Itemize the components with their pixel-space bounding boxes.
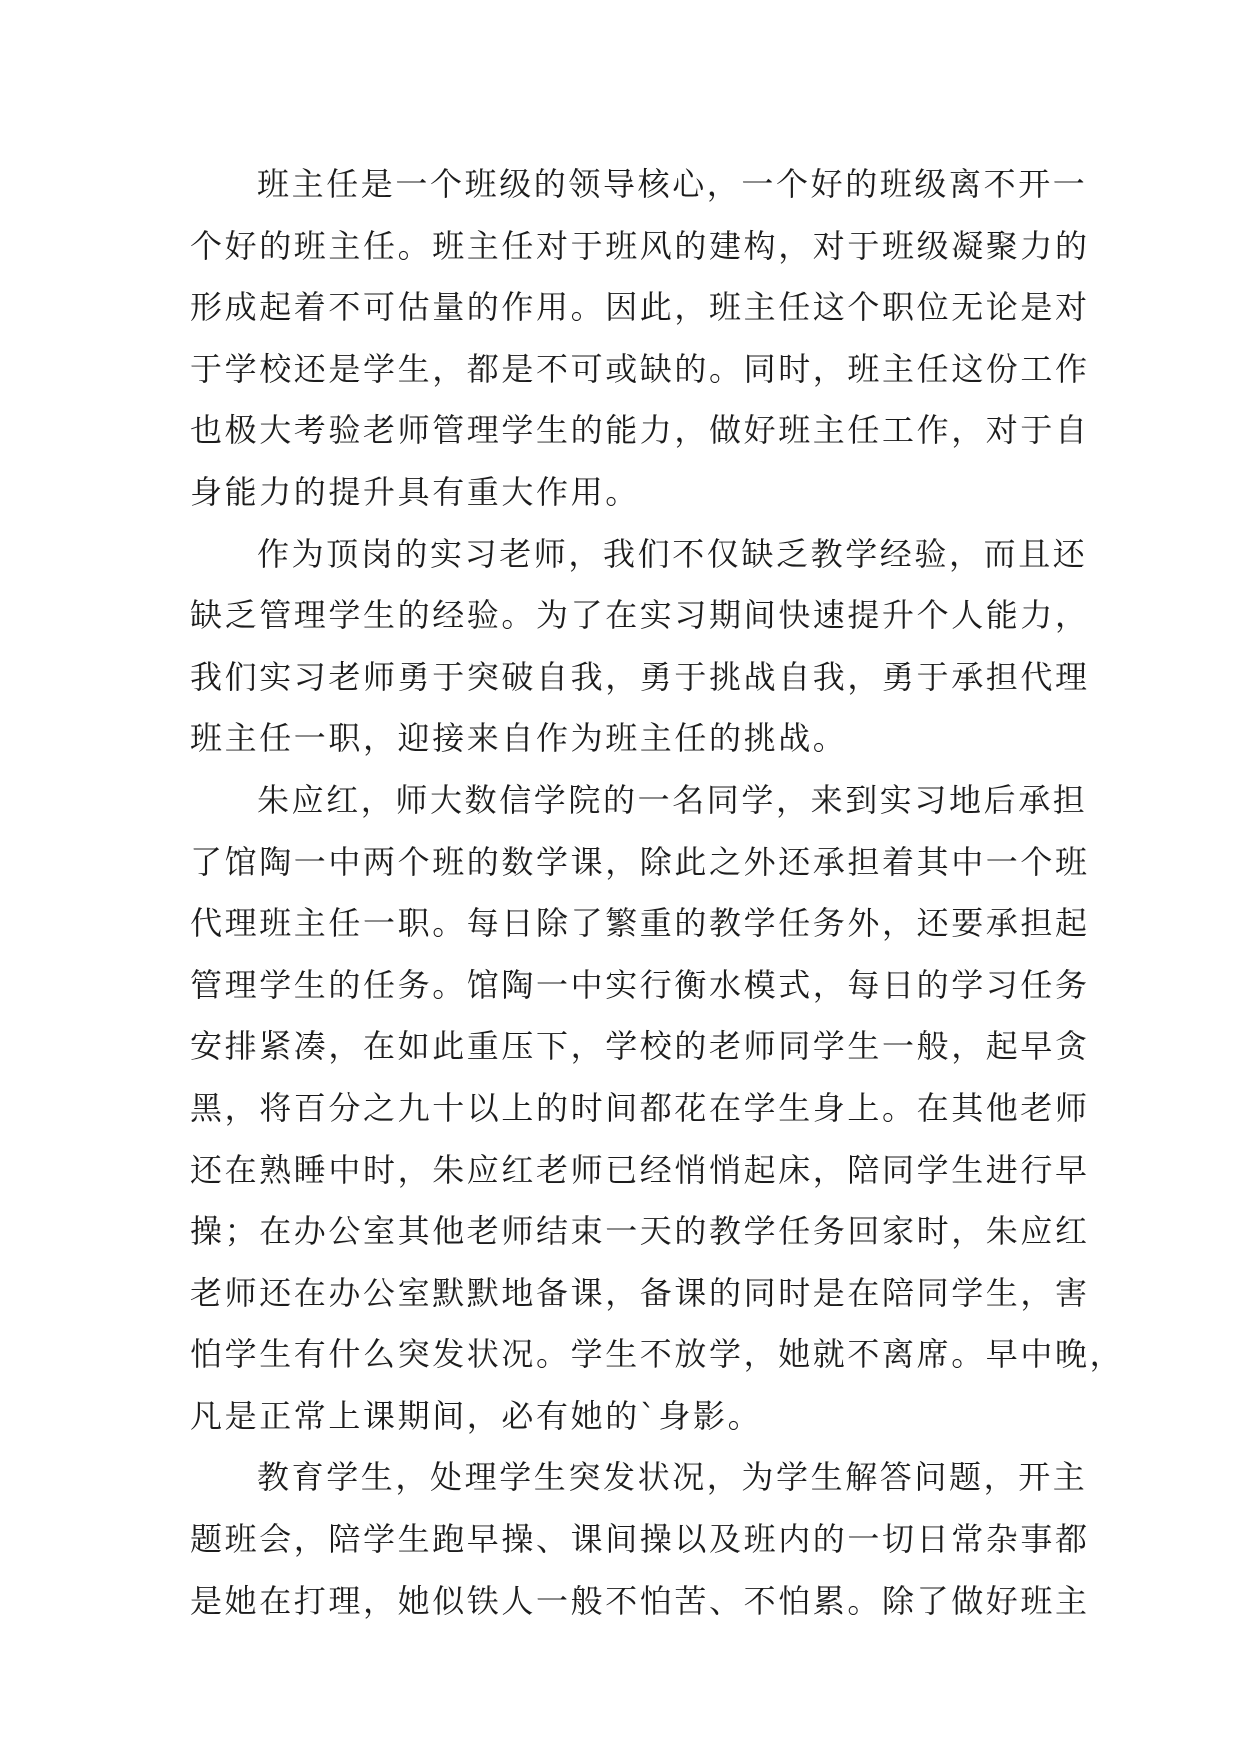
text-line: 老师还在办公室默默地备课，备课的同时是在陪同学生，害 xyxy=(190,1273,1090,1312)
text-line: 教育学生，处理学生突发状况，为学生解答问题，开主 xyxy=(257,1458,1088,1497)
text-line: 题班会，陪学生跑早操、课间操以及班内的一切日常杂事都 xyxy=(190,1520,1090,1559)
body-text xyxy=(190,154,1125,1632)
text-line: 了馆陶一中两个班的数学课，除此之外还承担着其中一个班 xyxy=(190,842,1090,881)
text-line: 缺乏管理学生的经验。为了在实习期间快速提升个人能力， xyxy=(190,596,1090,635)
text-line: 管理学生的任务。馆陶一中实行衡水模式，每日的学习任务 xyxy=(190,965,1090,1004)
text-line: 朱应红，师大数信学院的一名同学，来到实习地后承担 xyxy=(257,780,1088,819)
text-line: 我们实习老师勇于突破自我，勇于挑战自我，勇于承担代理 xyxy=(190,657,1090,696)
text-line: 也极大考验老师管理学生的能力，做好班主任工作，对于自 xyxy=(190,411,1090,450)
text-line: 安排紧凑，在如此重压下，学校的老师同学生一般，起早贪 xyxy=(190,1027,1090,1066)
text-line: 于学校还是学生，都是不可或缺的。同时，班主任这份工作 xyxy=(190,349,1090,388)
paragraph-1 xyxy=(190,154,1090,524)
paragraph-2 xyxy=(190,524,1090,770)
paragraph-3 xyxy=(190,770,1125,1448)
text-line: 凡是正常上课期间，必有她的`身影。 xyxy=(190,1396,763,1435)
text-line: 个好的班主任。班主任对于班风的建构，对于班级凝聚力的 xyxy=(190,226,1090,265)
text-line: 班主任一职，迎接来自作为班主任的挑战。 xyxy=(190,719,848,758)
text-line: 黑，将百分之九十以上的时间都花在学生身上。在其他老师 xyxy=(190,1088,1090,1127)
text-line: 身能力的提升具有重大作用。 xyxy=(190,472,640,511)
text-line: 操；在办公室其他老师结束一天的教学任务回家时，朱应红 xyxy=(190,1212,1090,1251)
paragraph-4 xyxy=(190,1447,1090,1632)
text-line: 是她在打理，她似铁人一般不怕苦、不怕累。除了做好班主 xyxy=(190,1581,1090,1620)
text-line: 班主任是一个班级的领导核心，一个好的班级离不开一 xyxy=(257,165,1088,203)
text-line: 还在熟睡中时，朱应红老师已经悄悄起床，陪同学生进行早 xyxy=(190,1150,1090,1189)
text-line: 形成起着不可估量的作用。因此，班主任这个职位无论是对 xyxy=(190,288,1090,327)
text-line: 怕学生有什么突发状况。学生不放学，她就不离席。早中晚， xyxy=(190,1335,1125,1374)
text-line: 代理班主任一职。每日除了繁重的教学任务外，还要承担起 xyxy=(190,904,1090,943)
text-line: 作为顶岗的实习老师，我们不仅缺乏教学经验，而且还 xyxy=(257,534,1088,573)
